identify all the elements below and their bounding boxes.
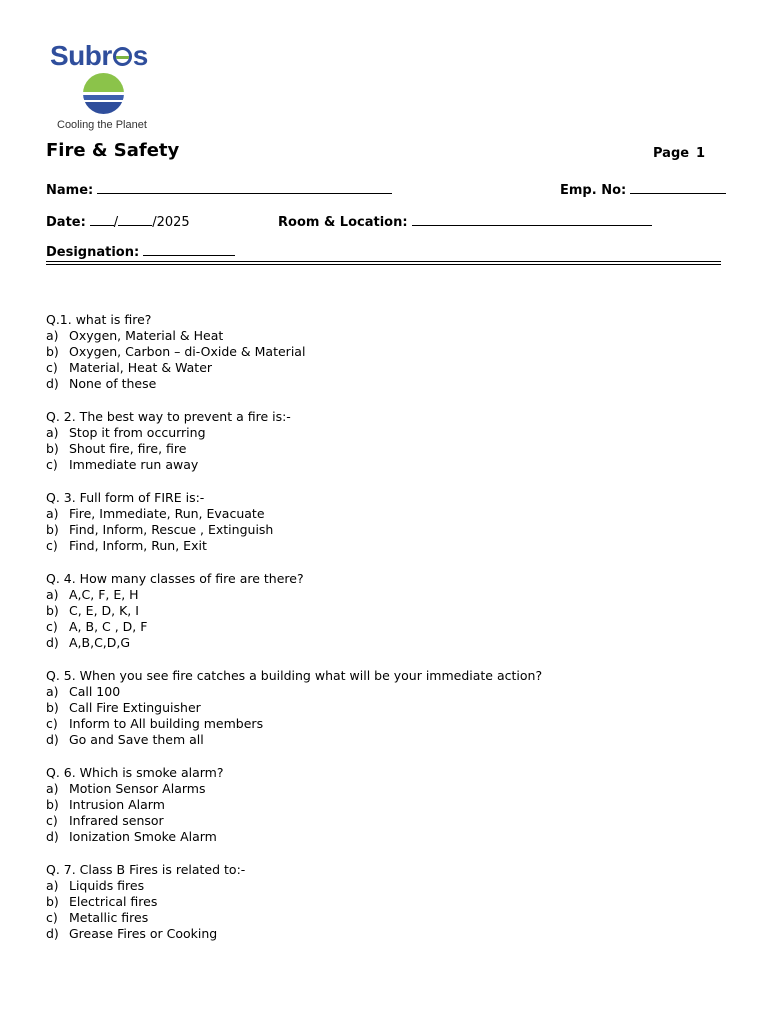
- designation-field: [46, 244, 235, 260]
- page-number: 1: [696, 146, 706, 161]
- emp-no-field: [560, 182, 726, 198]
- option-c[interactable]: c) Infrared sensor: [46, 813, 164, 828]
- question-text: Q. 6. Which is smoke alarm?: [46, 765, 224, 780]
- question-4: [46, 571, 726, 651]
- question-text: Q.1. what is fire?: [46, 312, 152, 327]
- designation-blank[interactable]: [143, 244, 235, 256]
- option-d[interactable]: d) Go and Save them all: [46, 732, 204, 747]
- option-c[interactable]: c) Find, Inform, Run, Exit: [46, 538, 207, 553]
- page-label: Page: [653, 146, 690, 161]
- question-list: [46, 312, 726, 959]
- header-divider-top: [46, 261, 721, 262]
- option-b[interactable]: b) Call Fire Extinguisher: [46, 700, 201, 715]
- option-d[interactable]: d) None of these: [46, 376, 157, 391]
- option-a[interactable]: a) Oxygen, Material & Heat: [46, 328, 224, 343]
- option-b[interactable]: b) Shout fire, fire, fire: [46, 441, 187, 456]
- question-text: Q. 4. How many classes of fire are there?: [46, 571, 304, 586]
- option-d[interactable]: d) Ionization Smoke Alarm: [46, 829, 217, 844]
- date-month-blank[interactable]: [118, 214, 152, 226]
- document-title: Fire & Safety: [46, 140, 180, 161]
- room-location-blank[interactable]: [412, 214, 652, 226]
- emp-no-label: Emp. No:: [560, 183, 627, 198]
- question-3: [46, 490, 726, 554]
- question-text: Q. 5. When you see fire catches a building what will be your immediate action?: [46, 668, 543, 683]
- emp-no-blank[interactable]: [630, 182, 726, 194]
- question-5: [46, 668, 726, 748]
- globe-icon: [83, 73, 124, 114]
- option-b[interactable]: b) Find, Inform, Rescue , Extinguish: [46, 522, 274, 537]
- name-blank[interactable]: [97, 182, 392, 194]
- option-c[interactable]: c) Immediate run away: [46, 457, 199, 472]
- date-label: Date:: [46, 215, 86, 230]
- option-c[interactable]: c) Inform to All building members: [46, 716, 264, 731]
- question-6: [46, 765, 726, 845]
- date-year: 2025: [156, 215, 190, 230]
- option-c[interactable]: c) A, B, C , D, F: [46, 619, 148, 634]
- date-separator-1: /: [113, 215, 119, 230]
- option-a[interactable]: a) Call 100: [46, 684, 121, 699]
- header-divider-bottom: [46, 264, 721, 265]
- option-a[interactable]: a) Stop it from occurring: [46, 425, 206, 440]
- option-a[interactable]: a) Motion Sensor Alarms: [46, 781, 206, 796]
- question-7: [46, 862, 726, 942]
- company-logo: [48, 40, 158, 135]
- option-b[interactable]: b) Electrical fires: [46, 894, 158, 909]
- logo-wordmark: Subr s: [50, 40, 148, 71]
- question-text: Q. 2. The best way to prevent a fire is:-: [46, 409, 291, 424]
- question-text: Q. 7. Class B Fires is related to:-: [46, 862, 246, 877]
- room-location-label: Room & Location:: [278, 215, 408, 230]
- date-field: [46, 214, 190, 230]
- room-location-field: [278, 214, 652, 230]
- date-day-blank[interactable]: [90, 214, 114, 226]
- option-d[interactable]: d) Grease Fires or Cooking: [46, 926, 218, 941]
- question-2: [46, 409, 726, 473]
- option-a[interactable]: a) Fire, Immediate, Run, Evacuate: [46, 506, 265, 521]
- date-separator-2: /: [152, 215, 157, 230]
- question-text: Q. 3. Full form of FIRE is:-: [46, 490, 205, 505]
- name-field: [46, 182, 392, 198]
- designation-label: Designation:: [46, 245, 140, 260]
- logo-tagline: Cooling the Planet: [57, 119, 147, 131]
- option-b[interactable]: b) Intrusion Alarm: [46, 797, 165, 812]
- question-1: [46, 312, 726, 392]
- option-c[interactable]: c) Material, Heat & Water: [46, 360, 213, 375]
- option-b[interactable]: b) C, E, D, K, I: [46, 603, 139, 618]
- name-label: Name:: [46, 183, 94, 198]
- option-b[interactable]: b) Oxygen, Carbon – di-Oxide & Material: [46, 344, 306, 359]
- option-c[interactable]: c) Metallic fires: [46, 910, 149, 925]
- option-a[interactable]: a) A,C, F, E, H: [46, 587, 139, 602]
- option-d[interactable]: d) A,B,C,D,G: [46, 635, 131, 650]
- option-a[interactable]: a) Liquids fires: [46, 878, 145, 893]
